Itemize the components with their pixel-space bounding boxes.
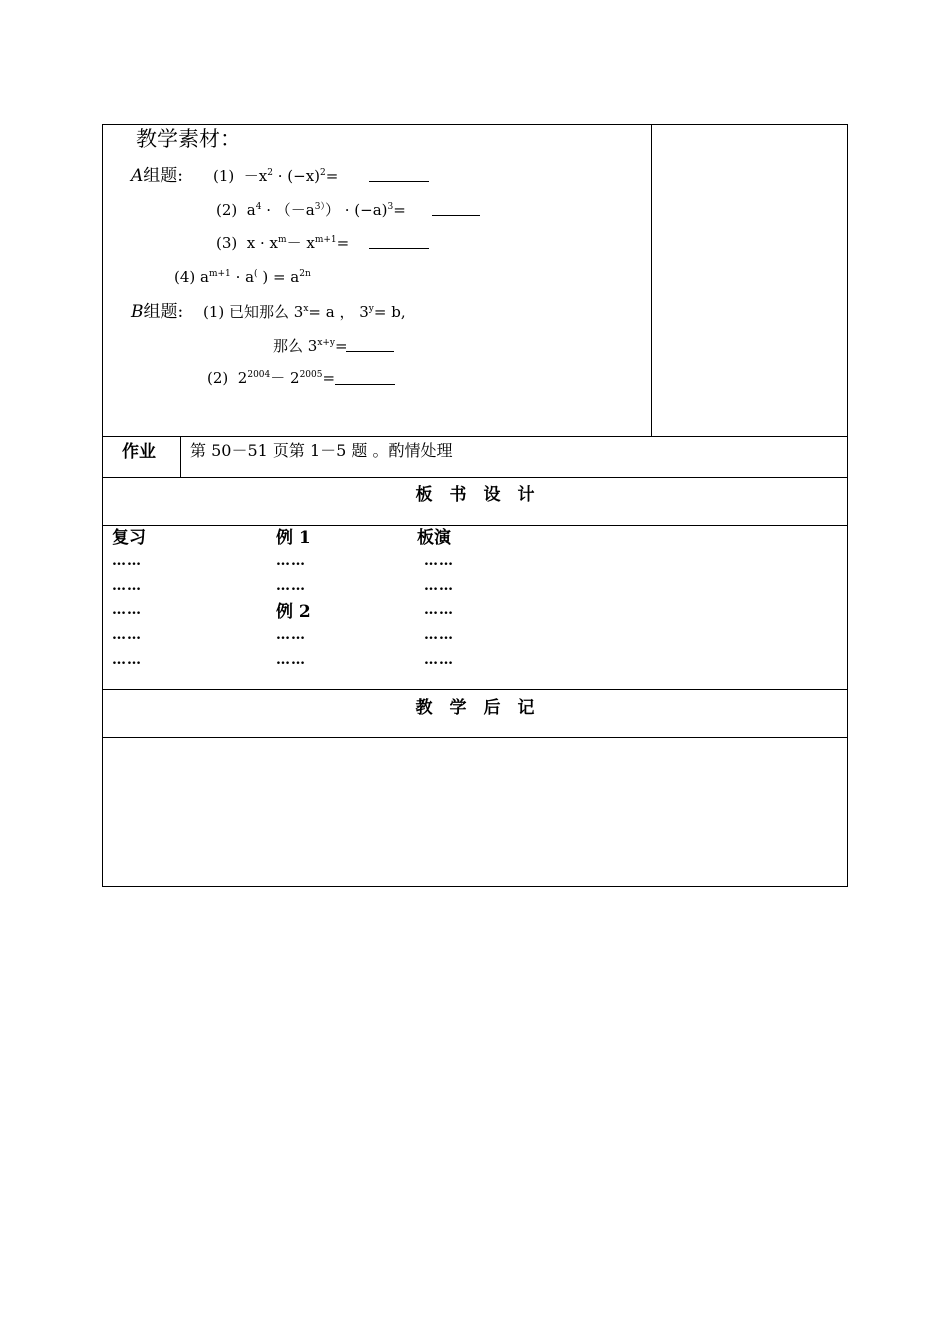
row-divider-board-content	[102, 689, 848, 690]
board-col3-dots: ……	[424, 627, 454, 643]
problem-b1-continued: 那么 $3^{x+y}=$	[273, 337, 348, 355]
materials-title: 教学素材：	[136, 127, 241, 151]
board-col3-dots: ……	[424, 578, 454, 594]
group-a-label	[131, 166, 183, 186]
reflection-heading: 教 学 后 记	[415, 698, 535, 718]
group-b-letter: B	[131, 302, 144, 322]
board-col2-dots: ……	[276, 652, 306, 668]
problem-b2: (2) $2^{2004}- 2^{2005}=$	[207, 369, 336, 387]
board-col2-title2: 例 2	[276, 602, 311, 622]
problem-a3: (3) $x \cdot x^m- x^{m+1}=$	[216, 234, 350, 252]
homework-label-divider	[180, 436, 181, 477]
problem-a2: (2) $a^4 \cdot (-a^{3)}) \cdot (-a)^3=$	[216, 201, 406, 219]
board-col3-dots: ……	[424, 553, 454, 569]
board-col2-title: 例 1	[276, 528, 311, 548]
board-col3-title: 板演	[417, 528, 451, 548]
board-col2-dots: ……	[276, 553, 306, 569]
board-col1-dots: ……	[112, 553, 142, 569]
answer-blank-b2	[335, 370, 395, 385]
board-col1-dots: ……	[112, 602, 142, 618]
answer-blank-b1	[346, 337, 394, 352]
problem-a4: (4) $a^{m+1} \cdot a^($ ) = $a^{2n}$	[174, 268, 311, 286]
board-col1-dots: ……	[112, 652, 142, 668]
board-col2-dots: ……	[276, 578, 306, 594]
homework-label: 作业	[122, 442, 156, 462]
group-a-suffix: 组题:	[143, 166, 184, 186]
group-b-suffix: 组题:	[143, 302, 184, 322]
answer-blank-a3	[369, 234, 429, 249]
table-bottom-border	[102, 886, 848, 887]
group-b-label	[131, 302, 183, 322]
board-col1-dots: ……	[112, 578, 142, 594]
reflection-content-area[interactable]	[103, 738, 847, 886]
problem-b1: (1) 已知那么 $3^x= a$ ， $3^y= b$,	[203, 303, 406, 321]
board-col2-dots: ……	[276, 627, 306, 643]
problem-a1: $(1) -x^2 \cdot (-x)^2=$	[213, 167, 339, 185]
board-col1-dots: ……	[112, 627, 142, 643]
board-col3-dots: ……	[424, 602, 454, 618]
row-divider-board-heading	[102, 525, 848, 526]
row-divider-homework	[102, 477, 848, 478]
answer-blank-a1	[369, 167, 429, 182]
board-col3-dots: ……	[424, 652, 454, 668]
row-divider-materials	[102, 436, 848, 437]
board-col1-title: 复习	[112, 528, 146, 548]
group-a-letter: A	[131, 166, 144, 186]
homework-content: 第 50－51 页第 1－5 题 。酌情处理	[190, 441, 453, 460]
materials-right-column-divider	[651, 124, 652, 437]
answer-blank-a2	[432, 201, 480, 216]
board-design-heading: 板 书 设 计	[415, 485, 535, 505]
